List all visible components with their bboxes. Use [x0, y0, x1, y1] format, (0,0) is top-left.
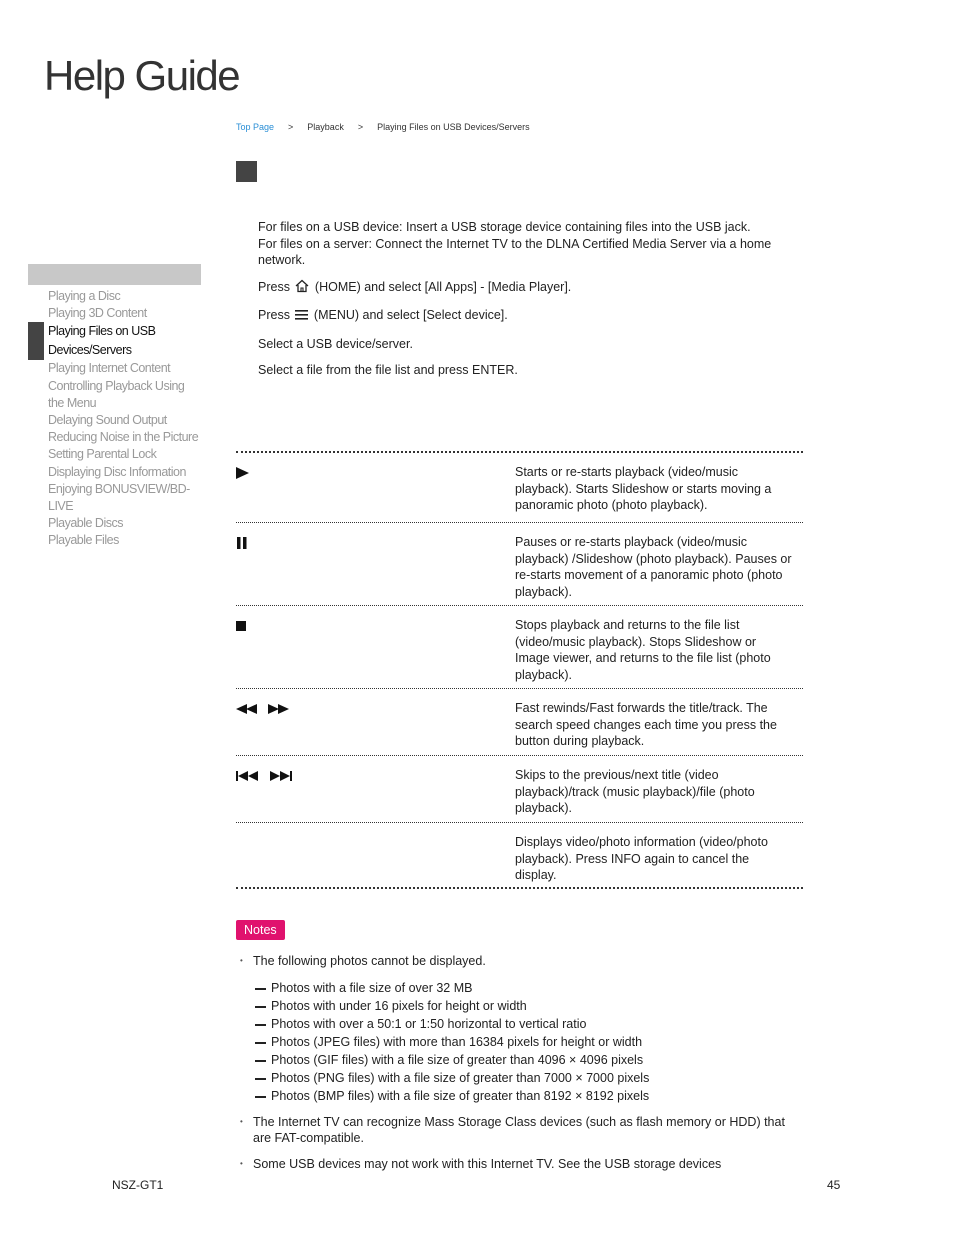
- sidebar-list: [28, 288, 201, 550]
- play-icon: [236, 466, 250, 478]
- table-row: [236, 523, 803, 606]
- pause-icon: [236, 536, 248, 548]
- table-row: [236, 453, 803, 523]
- note-item: [240, 953, 800, 1105]
- button-cell: [236, 834, 515, 879]
- stop-icon: [236, 619, 247, 631]
- bullet-icon: •: [240, 1116, 243, 1126]
- step-3: [258, 307, 803, 326]
- step-2-suffix: (HOME) and select [All Apps] - [Media Player].: [314, 279, 572, 294]
- note-text: Some USB devices may not work with this Internet TV. See the USB storage devices: [253, 1156, 722, 1171]
- button-description: Pauses or re-starts playback (video/music playback) /Slideshow (photo playback). Pauses or re-starts movement of a panoramic photo (photo playback).: [515, 535, 792, 599]
- step-1-usb-text: For files on a USB device: Insert a USB storage device containing files into the USB jack.: [258, 220, 751, 234]
- button-description: Fast rewinds/Fast forwards the title/track. The search speed changes each time you press the button during playback.: [515, 701, 777, 748]
- sidebar-item-delaying-sound[interactable]: Delaying Sound Output: [48, 413, 167, 428]
- sidebar-item-playable-discs[interactable]: Playable Discs: [48, 516, 123, 531]
- note-text: The Internet TV can recognize Mass Storage Class devices (such as flash memory or HDD) that are FAT-compatible.: [253, 1114, 785, 1145]
- note-text: The following photos cannot be displayed.: [253, 954, 486, 968]
- button-cell: [236, 700, 515, 747]
- button-cell: [236, 534, 515, 597]
- menu-icon: [295, 309, 308, 326]
- list-item: Photos with over a 50:1 or 1:50 horizontal to vertical ratio: [253, 1015, 800, 1033]
- step-4: Select a USB device/server.: [258, 336, 413, 351]
- step-1-server-text: For files on a server: Connect the Internet TV to the DLNA Certified Media Server via a home network.: [258, 236, 772, 267]
- sidebar: [28, 264, 201, 550]
- button-cell: [236, 617, 515, 680]
- sidebar-item-controlling-playback[interactable]: Controlling Playback Using the Menu: [48, 378, 185, 410]
- sidebar-item-playing-a-disc[interactable]: Playing a Disc: [48, 289, 121, 303]
- step-3-prefix: Press: [258, 308, 290, 322]
- breadcrumb: [236, 122, 530, 132]
- sidebar-header: [28, 264, 201, 285]
- button-description: Displays video/photo information (video/photo playback). Press INFO again to cancel the display.: [515, 835, 768, 882]
- rewind-icon: [236, 702, 258, 714]
- table-row: [236, 689, 803, 756]
- footer-model-number: NSZ-GT1: [112, 1178, 164, 1192]
- footer-page-number: 45: [827, 1178, 841, 1192]
- fast-forward-icon: [268, 702, 290, 714]
- sidebar-item-reducing-noise[interactable]: Reducing Noise in the Picture: [48, 430, 199, 445]
- breadcrumb-playback: Playback: [307, 122, 344, 132]
- sidebar-item-playing-internet-content[interactable]: Playing Internet Content: [48, 361, 171, 376]
- sidebar-item-disc-information[interactable]: Displaying Disc Information: [48, 464, 186, 479]
- notes-badge: Notes: [236, 920, 285, 940]
- breadcrumb-separator: >: [357, 122, 364, 132]
- section-title-marker: [236, 161, 257, 182]
- home-icon: [295, 279, 309, 298]
- table-row: [236, 756, 803, 823]
- sidebar-item-playable-files[interactable]: Playable Files: [48, 533, 119, 548]
- list-item: Photos (GIF files) with a file size of greater than 4096 × 4096 pixels: [253, 1051, 800, 1069]
- sidebar-item-bonusview[interactable]: Enjoying BONUSVIEW/BD-LIVE: [48, 481, 190, 514]
- breadcrumb-top-page-link[interactable]: Top Page: [236, 122, 275, 132]
- list-item: Photos with a file size of over 32 MB: [253, 979, 800, 997]
- procedure-steps: [258, 219, 803, 389]
- list-item: Photos (PNG files) with a file size of greater than 7000 × 7000 pixels: [253, 1069, 800, 1087]
- sidebar-item-playing-files-usb[interactable]: Playing Files on USB Devices/Servers: [28, 322, 201, 360]
- step-2-prefix: Press: [258, 279, 290, 294]
- sidebar-item-parental-lock[interactable]: Setting Parental Lock: [48, 447, 157, 462]
- button-description: Starts or re-starts playback (video/music playback). Starts Slideshow or starts moving a panoramic photo (photo playback).: [515, 465, 772, 512]
- list-item: Photos with under 16 pixels for height or width: [253, 997, 800, 1015]
- sidebar-item-playing-3d-content[interactable]: Playing 3D Content: [48, 306, 147, 321]
- breadcrumb-current: Playing Files on USB Devices/Servers: [377, 122, 530, 132]
- previous-icon: [236, 769, 260, 781]
- table-row: [236, 606, 803, 689]
- step-1: [258, 219, 803, 269]
- button-cell: [236, 464, 515, 514]
- step-3-suffix: (MENU) and select [Select device].: [313, 308, 508, 322]
- list-item: Photos (JPEG files) with more than 16384 pixels for height or width: [253, 1033, 800, 1051]
- page-title: Help Guide: [44, 52, 240, 99]
- button-function-table: [236, 451, 803, 889]
- table-row: [236, 823, 803, 889]
- button-cell: [236, 767, 515, 814]
- button-description: Stops playback and returns to the file list (video/music playback). Stops Slideshow or Image viewer, and returns to the file list (photo playback).: [515, 618, 771, 682]
- button-description: Skips to the previous/next title (video playback)/track (music playback)/file (photo playback).: [515, 768, 755, 815]
- note-item: [240, 1156, 800, 1173]
- next-icon: [270, 769, 294, 781]
- breadcrumb-separator: >: [288, 122, 294, 132]
- note-item: [240, 1114, 800, 1147]
- bullet-icon: •: [240, 1158, 243, 1168]
- bullet-icon: •: [240, 956, 243, 965]
- photo-restrictions-list: [253, 979, 800, 1105]
- step-2: [258, 279, 803, 298]
- step-5: Select a file from the file list and press ENTER.: [258, 363, 518, 377]
- list-item: Photos (BMP files) with a file size of greater than 8192 × 8192 pixels: [253, 1087, 800, 1105]
- notes-list: [240, 953, 800, 1181]
